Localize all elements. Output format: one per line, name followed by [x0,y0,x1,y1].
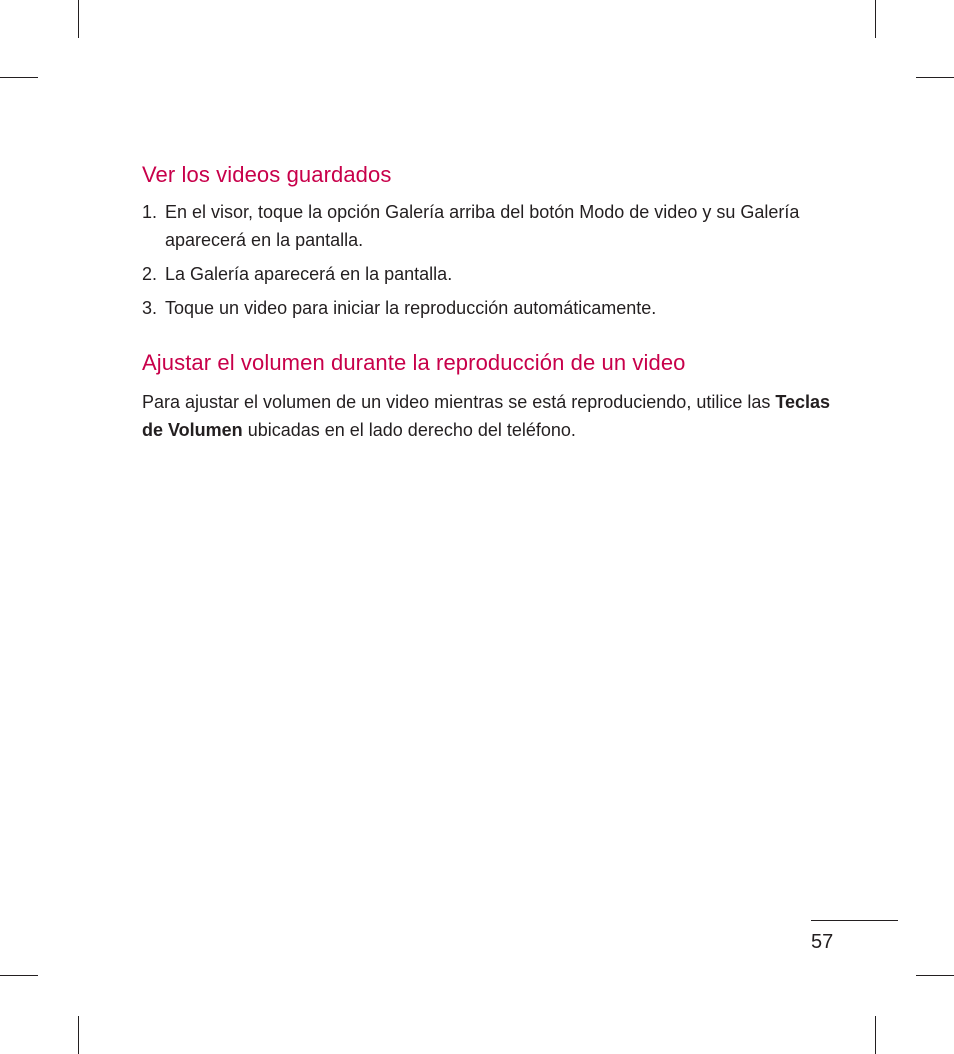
step-text: Toque un video para iniciar la reproducción automáticamente. [165,298,657,318]
page-content [142,158,842,444]
volume-keys-label: Teclas de Volumen [142,392,831,440]
para-text-after: ubicadas en el lado derecho del teléfono. [242,420,576,440]
section-title-saved-videos: Ver los videos guardados [142,162,392,187]
crop-mark-bottom-right-vertical [875,1016,876,1054]
list-item [142,294,842,322]
step-number: 2. [142,264,158,284]
list-item [142,198,842,254]
page-number: 57 [811,931,834,953]
crop-mark-top-left-horizontal [0,77,38,78]
step-text: En el visor, toque la opción Galería arriba del botón Modo de video y su Galería aparecerá en la pantalla. [165,202,800,250]
crop-mark-top-right-vertical [875,0,876,38]
crop-mark-bottom-right-horizontal [916,975,954,976]
step-number: 3. [142,298,158,318]
step-text: La Galería aparecerá en la pantalla. [165,264,453,284]
crop-mark-top-right-horizontal [916,77,954,78]
para-text-before: Para ajustar el volumen de un video mientras se está reproduciendo, utilice las [142,392,776,412]
steps-list [142,198,842,322]
list-item [142,260,842,288]
section-title-adjust-volume: Ajustar el volumen durante la reproducción de un video [142,350,686,375]
page-number-rule [811,920,898,921]
crop-mark-bottom-left-vertical [78,1016,79,1054]
step-number: 1. [142,202,158,222]
crop-mark-top-left-vertical [78,0,79,38]
volume-paragraph [142,388,842,444]
crop-mark-bottom-left-horizontal [0,975,38,976]
